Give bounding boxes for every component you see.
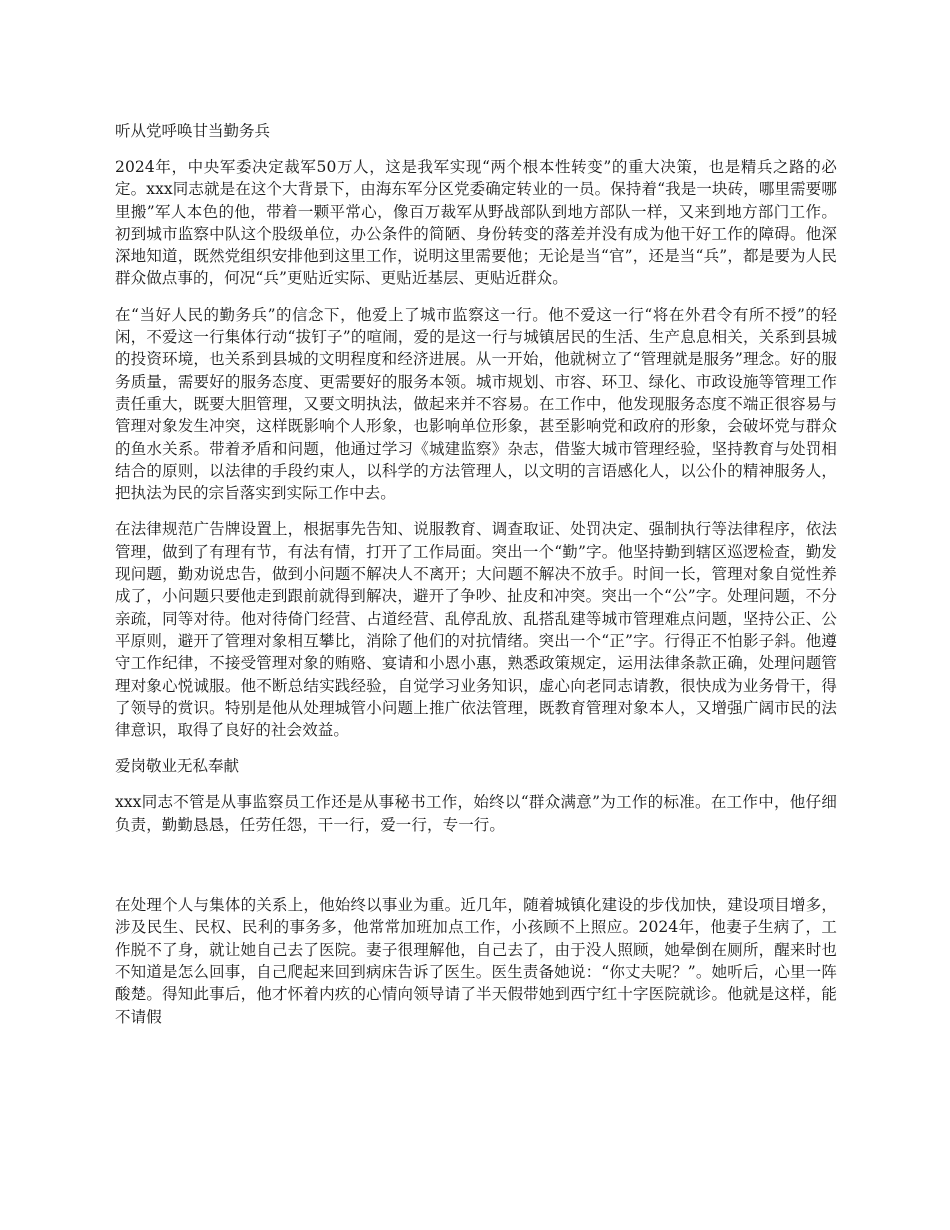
paragraph-3: 在法律规范广告牌设置上，根据事先告知、说服教育、调查取证、处罚决定、强制执行等法律程序，依法管理，做到了有理有节，有法有情，打开了工作局面。突出一个“勤”字。他坚持勤到辖区巡逻检查，勤发现问题，勤劝说忠告，做到小问题不解决人不离开；大问题不解决不放手。时间一长，管理对象自觉性养成了，小问题只要他走到跟前就得到解决，避开了争吵、扯皮和冲突。突出一个“公”字。处理问题，不分亲疏，同等对待。他对待倚门经营、占道经营、乱停乱放、乱搭乱建等城市管理难点问题，坚持公正、公平原则，避开了管理对象相互攀比，消除了他们的对抗情绪。突出一个“正”字。行得正不怕影子斜。他遵守工作纪律，不接受管理对象的贿赂、宴请和小恩小惠，熟悉政策规定，运用法律条款正确，处理问题管理对象心悦诚服。他不断总结实践经验，自觉学习业务知识，虚心向老同志请教，很快成为业务骨干，得了领导的赏识。特别是他从处理城管小问题上推广依法管理，既教育管理对象本人，又增强广阔市民的法律意识，取得了良好的社会效益。 (115, 520, 837, 740)
paragraph-4: xxx同志不管是从事监察员工作还是从事秘书工作，始终以“群众满意”为工作的标准。在工作中，他仔细负责，勤勤恳恳，任劳任怨，干一行，爱一行，专一行。 (115, 793, 837, 834)
paragraph-gap (115, 850, 837, 894)
section-heading-1: 听从党呼唤甘当勤务兵 (115, 122, 271, 140)
paragraph-1: 2024年，中央军委决定裁军50万人，这是我军实现“两个根本性转变”的重大决策，也是精兵之路的必定。xxx同志就是在这个大背景下，由海东军分区党委确定转业的一员。保持着“我是一块砖，哪里需要哪里搬”军人本色的他，带着一颗平常心，像百万裁军从野战部队到地方部队一样，又来到地方部门工作。初到城市监察中队这个股级单位，办公条件的简陋、身份转变的落差并没有成为他干好工作的障碍。他深深地知道，既然党组织安排他到这里工作，说明这里需要他；无论是当“官”，还是当“兵”，都是要为人民群众做点事的，何况“兵”更贴近实际、更贴近基层、更贴近群众。 (115, 158, 837, 288)
paragraph-2: 在“当好人民的勤务兵”的信念下，他爱上了城市监察这一行。他不爱这一行“将在外君令有所不授”的轻闲，不爱这一行集体行动“拔钉子”的喧闹，爱的是这一行与城镇居民的生活、生产息息相关，关系到县城的投资环境，也关系到县城的文明程度和经济进展。从一开始，他就树立了“管理就是服务”理念。好的服务质量，需要好的服务态度、更需要好的服务本领。城市规划、市容、环卫、绿化、市政设施等管理工作责任重大，既要大胆管理，又要文明执法，做起来并不容易。在工作中，他发现服务态度不端正很容易与管理对象发生冲突，这样既影响个人形象，也影响单位形象，甚至影响党和政府的形象，会破坏党与群众的鱼水关系。带着矛盾和问题，他通过学习《城建监察》杂志，借鉴大城市管理经验，坚持教育与处罚相结合的原则，以法律的手段约束人，以科学的方法管理人，以文明的言语感化人，以公仆的精神服务人，把执法为民的宗旨落实到实际工作中去。 (115, 305, 837, 503)
document-page (115, 120, 837, 1042)
paragraph-5: 在处理个人与集体的关系上，他始终以事业为重。近几年，随着城镇化建设的步伐加快，建设项目增多，涉及民生、民权、民利的事务多，他常常加班加点工作，小孩顾不上照应。2024年，他妻子生病了，工作脱不了身，就让她自己去了医院。妻子很理解他，自己去了，由于没人照顾，她晕倒在厕所，醒来时也不知道是怎么回事，自己爬起来回到病床告诉了医生。医生责备她说：“你丈夫呢？”。她听后，心里一阵酸楚。得知此事后，他才怀着内疚的心情向领导请了半天假带她到西宁红十字医院就诊。他就是这样，能不请假 (115, 896, 837, 1026)
section-heading-2: 爱岗敬业无私奉献 (115, 757, 240, 776)
